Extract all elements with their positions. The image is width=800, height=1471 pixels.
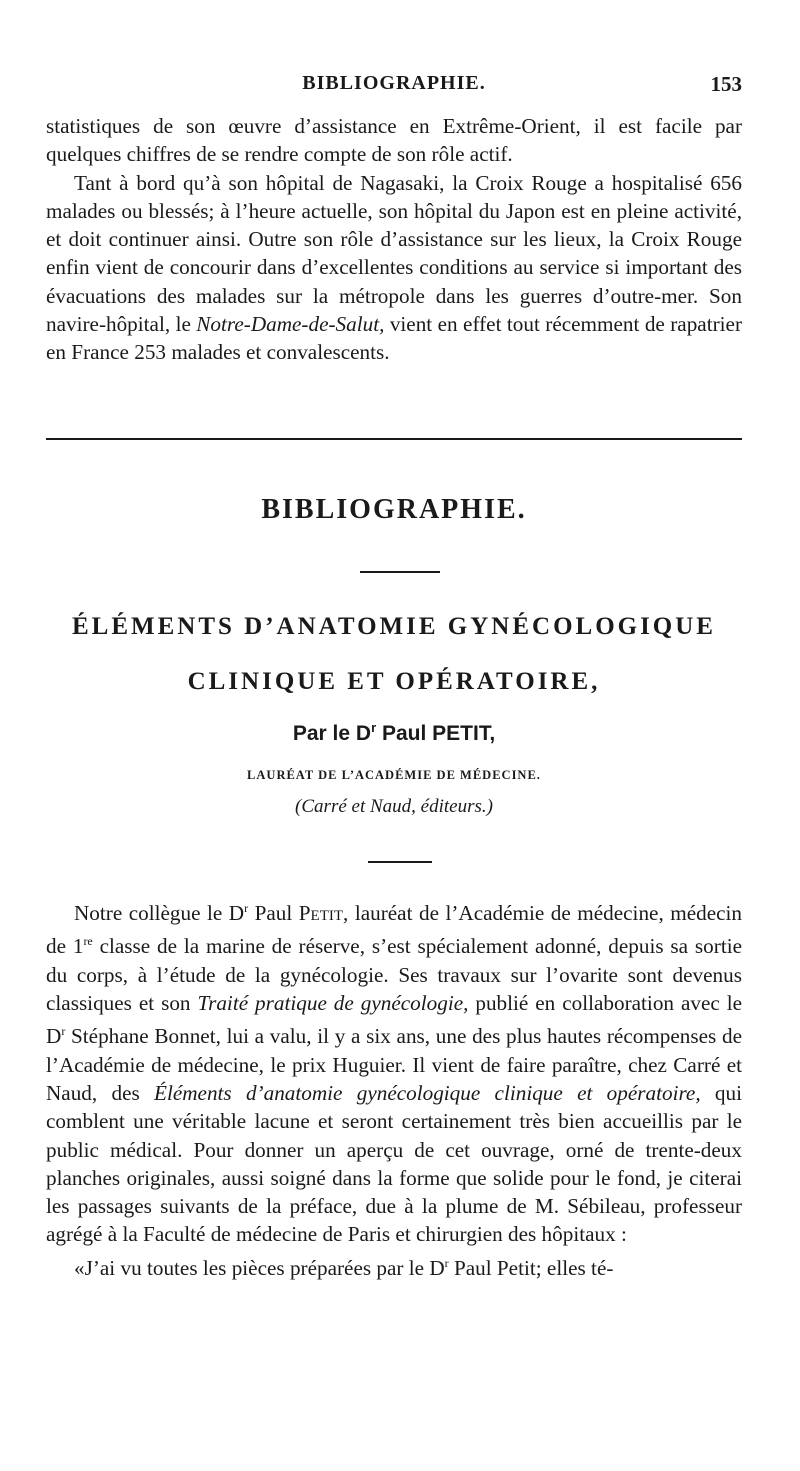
book-title-line-1: ÉLÉMENTS D’ANATOMIE GYNÉCOLOGIQUE: [72, 613, 716, 640]
text-run: publié en collaboration avec le D: [46, 991, 742, 1049]
text-run: , lauréat de l’Académie de médecine, médecin de 1: [46, 901, 743, 959]
author-prefix: Par le D: [292, 722, 372, 745]
continued-text: [46, 112, 742, 367]
author-sup: r: [371, 720, 377, 735]
short-rule: [360, 571, 440, 573]
paragraph-red-cross: [46, 169, 742, 367]
review-paragraph: [46, 894, 742, 1249]
superscript: r: [444, 1255, 449, 1270]
italic-title: Éléments d’anatomie gynécologique clinique et opératoire,: [154, 1080, 701, 1105]
superscript: re: [83, 934, 93, 949]
superscript: r: [244, 901, 249, 915]
text-run: Paul Petit; elles té-: [448, 1255, 614, 1280]
text-run: classe de la marine de réserve, s’est spécialement adonné, depuis sa sortie du corps, à l’étude de la gynécologie. Ses travaux sur l’ovarite sont devenus classiques et son: [46, 934, 742, 1016]
running-header: [46, 62, 742, 102]
text-run: «J’ai vu toutes les pièces préparées par le D: [74, 1255, 445, 1280]
page-number: 153: [710, 72, 742, 96]
paragraph-continued: statistiques de son œuvre d’assistance en Extrême-Orient, il est facile par quelques chiffres de se rendre compte de son rôle actif.: [46, 114, 742, 167]
section-title: BIBLIOGRAPHIE.: [261, 494, 527, 525]
book-author: [46, 720, 742, 746]
text-run: vient en effet tout récemment de rapatrier en France 253 malades et convalescents.: [46, 312, 742, 365]
running-title: BIBLIOGRAPHIE.: [302, 72, 486, 94]
superscript: r: [61, 1024, 66, 1039]
text-run: Paul: [248, 901, 299, 926]
publisher: (Carré et Naud, éditeurs.): [295, 796, 493, 817]
section-divider: [46, 438, 742, 440]
review-text: [46, 894, 742, 1282]
author-name: Paul PETIT,: [376, 722, 496, 745]
italic-title: Traité pratique de gynécologie,: [197, 991, 469, 1016]
text-run: Stéphane Bonnet, lui a valu, il y a six ans, une des plus hautes récompenses de l’Académie de médecine, le prix Huguier. Il vient de faire paraître, chez Carré et Naud, des: [46, 1024, 742, 1105]
text-run: qui comblent une véritable lacune et seront certainement très bien accueillis par le public médical. Pour donner un aperçu de cet ouvrage, orné de trente-deux planches originales, aussi soigné dans la forme que solide pour le fond, je citerai les passages suivants de la préface, due à la plume de M. Sébileau, professeur agrégé à la Faculté de médecine de Paris et chirurgien des hôpitaux :: [46, 1080, 742, 1247]
text-run: Notre collègue le D: [74, 901, 245, 926]
ship-name: Notre-Dame-de-Salut,: [196, 312, 385, 337]
author-title: LAURÉAT DE L’ACADÉMIE DE MÉDECINE.: [247, 768, 541, 782]
book-title-line-2: CLINIQUE ET OPÉRATOIRE,: [187, 668, 601, 695]
quote-paragraph: [46, 1249, 742, 1282]
short-rule: [368, 861, 432, 863]
small-caps-name: Petit: [298, 901, 344, 926]
text-run: Tant à bord qu’à son hôpital de Nagasaki, la Croix Rouge a hospitalisé 656 malades ou blessés; à l’heure actuelle, son hôpital du Japon est en pleine activité, et doit continuer ainsi. Outre son rôle d’assistance sur les lieux, la Croix Rouge enfin vient de concourir dans d’excellentes conditions au service si important des évacuations des malades sur la métropole dans les guerres d’outre-mer. Son navire-hôpital, le: [46, 170, 742, 337]
